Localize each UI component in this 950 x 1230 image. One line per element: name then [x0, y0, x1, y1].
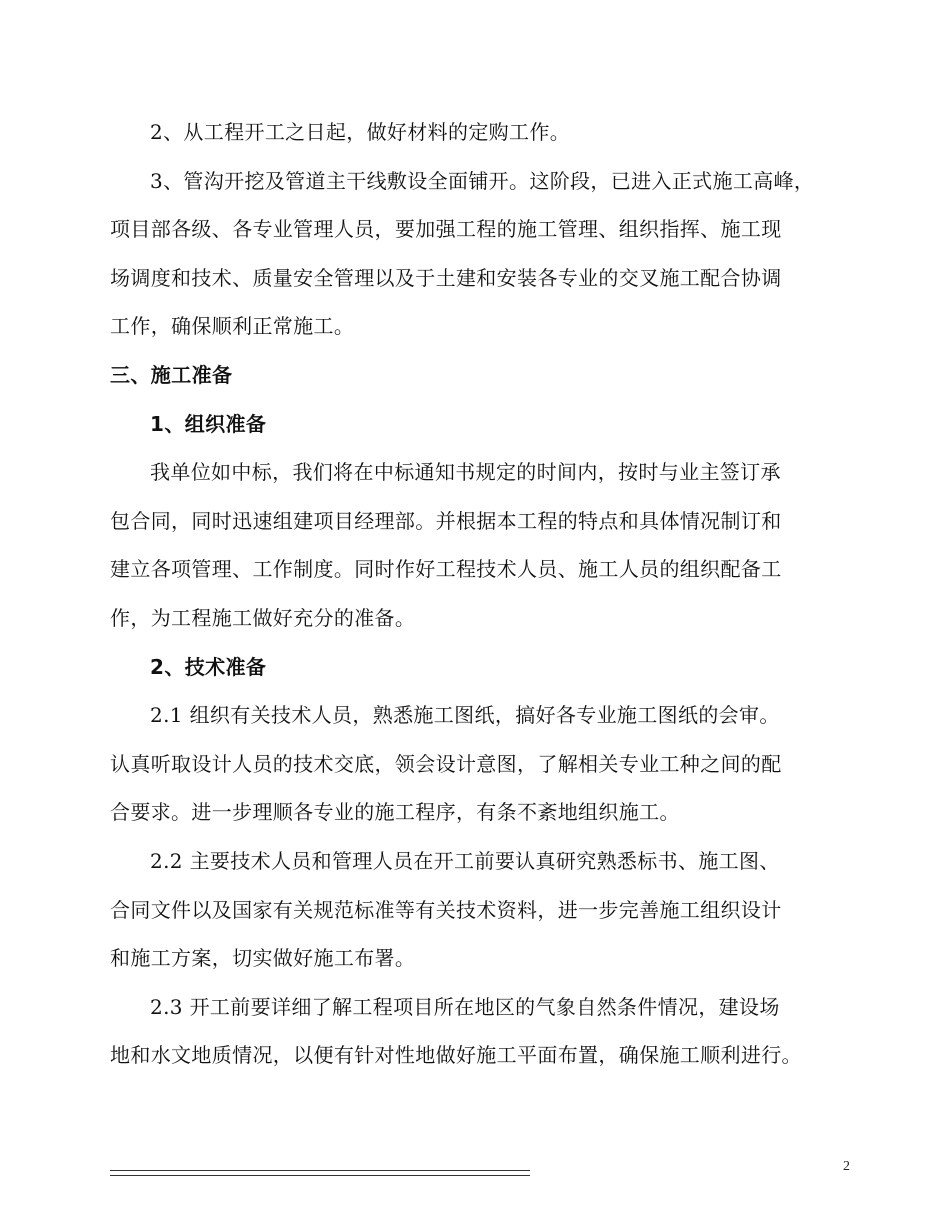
section-heading: 2、技术准备 — [150, 654, 267, 679]
paragraph — [110, 837, 850, 983]
paragraph-line: 2、从工程开工之日起，做好材料的定购工作。 — [150, 120, 571, 144]
paragraph-line: 作，为工程施工做好充分的准备。 — [110, 605, 416, 630]
page-number: 2 — [843, 1159, 850, 1174]
paragraph — [110, 448, 850, 642]
footer-rule — [110, 1170, 530, 1176]
paragraph-line: 场调度和技术、质量安全管理以及于土建和安装各专业的交叉施工配合协调 — [110, 265, 782, 290]
paragraph-line: 项目部各级、各专业管理人员，要加强工程的施工管理、组织指挥、施工现 — [110, 217, 782, 242]
paragraph-line: 2.1 组织有关技术人员，熟悉施工图纸，搞好各专业施工图纸的会审。 — [150, 703, 780, 728]
paragraph-line: 2.3 开工前要详细了解工程项目所在地区的气象自然条件情况，建设场 — [150, 994, 780, 1019]
paragraph-line: 包合同，同时迅速组建项目经理部。并根据本工程的特点和具体情况制订和 — [110, 508, 782, 533]
paragraph-line: 3、管沟开挖及管道主干线敷设全面铺开。这阶段，已进入正式施工高峰， — [150, 168, 815, 193]
section-heading: 1、组织准备 — [150, 411, 267, 436]
paragraph-line: 建立各项管理、工作制度。同时作好工程技术人员、施工人员的组织配备工 — [110, 557, 782, 582]
paragraph-line: 合要求。进一步理顺各专业的施工程序，有条不紊地组织施工。 — [110, 800, 680, 825]
paragraph — [110, 691, 850, 837]
paragraph-line: 合同文件以及国家有关规范标准等有关技术资料，进一步完善施工组织设计 — [110, 897, 782, 922]
paragraph — [110, 108, 850, 157]
document-body — [110, 108, 850, 1080]
section-heading: 三、施工准备 — [110, 362, 233, 387]
paragraph-line: 认真听取设计人员的技术交底，领会设计意图，了解相关专业工种之间的配 — [110, 751, 782, 776]
paragraph — [110, 157, 850, 351]
paragraph-line: 和施工方案，切实做好施工布署。 — [110, 946, 416, 971]
paragraph-line: 工作，确保顺利正常施工。 — [110, 314, 355, 339]
paragraph-line: 我单位如中标，我们将在中标通知书规定的时间内，按时与业主签订承 — [150, 460, 781, 485]
paragraph — [110, 983, 850, 1080]
paragraph-line: 地和水文地质情况，以便有针对性地做好施工平面布置，确保施工顺利进行。 — [110, 1043, 802, 1068]
paragraph-line: 2.2 主要技术人员和管理人员在开工前要认真研究熟悉标书、施工图、 — [150, 848, 780, 873]
